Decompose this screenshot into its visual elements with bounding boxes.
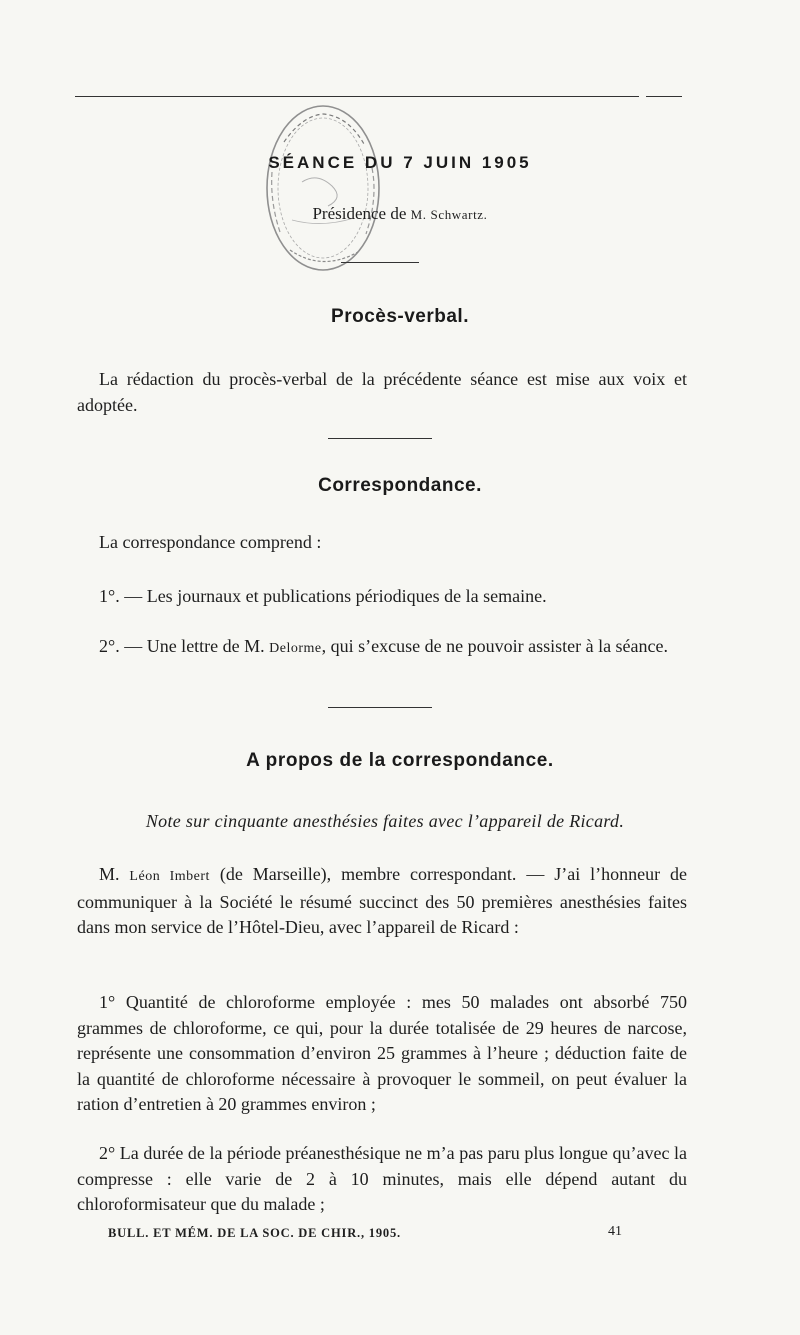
footer-journal: BULL. ET MÉM. DE LA SOC. DE CHIR., 1905. bbox=[108, 1226, 401, 1240]
correspondance-item-2 bbox=[77, 634, 687, 662]
correspondance-item-1: 1°. — Les journaux et publications périodiques de la semaine. bbox=[99, 586, 547, 606]
heading-correspondance: Correspondance. bbox=[318, 475, 482, 496]
president-name: M. Schwartz. bbox=[410, 207, 488, 222]
library-stamp bbox=[262, 102, 384, 278]
top-rule-short bbox=[646, 96, 682, 97]
section-divider-2 bbox=[328, 707, 432, 708]
item2-suffix: , qui s’excuse de ne pouvoir assister à la séance. bbox=[321, 636, 669, 656]
correspondance-intro: La correspondance comprend : bbox=[99, 532, 322, 552]
p1-author: Léon Imbert bbox=[129, 869, 210, 884]
footer-page-number: 41 bbox=[608, 1224, 622, 1239]
top-rule bbox=[75, 96, 639, 97]
note-title: Note sur cinquante anesthésies faites avec l’appareil de Ricard. bbox=[145, 811, 625, 831]
presidence-line bbox=[0, 204, 800, 224]
point-2-paragraph: 2° La durée de la période préanesthésique ne m’a pas paru plus longue qu’avec la compresse : elle varie de 2 à 10 minutes, mais elle dépend autant du chloroformisateur que du malade ; bbox=[77, 1143, 687, 1214]
item2-prefix: 2°. — Une lettre de M. bbox=[99, 636, 270, 656]
section-divider bbox=[328, 438, 432, 439]
p1-text: (de Marseille), membre correspondant. — J’ai l’honneur de communiquer à la Société le résumé succinct des 50 premières anesthésies faites dans mon service de l’Hôtel-Dieu, avec l’appareil de Ricard : bbox=[77, 864, 687, 937]
point-1-paragraph: 1° Quantité de chloroforme employée : mes 50 malades ont absorbé 750 grammes de chloroforme, ce qui, pour la durée totalisée de 29 heures de narcose, représente une consommation d’environ 25 grammes à l’heure ; déduction faite de la quantité de chloroforme nécessaire à provoquer le sommeil, on peut évaluer la ration d’entretien à 20 grammes environ ; bbox=[77, 992, 687, 1114]
presidence-prefix: Présidence de bbox=[312, 204, 411, 223]
heading-proces-verbal: Procès-verbal. bbox=[331, 306, 469, 327]
presidence-rule bbox=[341, 262, 419, 263]
heading-apropos: A propos de la correspondance. bbox=[246, 750, 554, 771]
seance-title: SÉANCE DU 7 JUIN 1905 bbox=[268, 153, 532, 172]
imbert-paragraph bbox=[77, 862, 687, 941]
item2-name: Delorme bbox=[269, 641, 322, 656]
p1-prefix: M. bbox=[99, 864, 130, 884]
proces-verbal-text: La rédaction du procès-verbal de la précédente séance est mise aux voix et adoptée. bbox=[77, 369, 687, 415]
